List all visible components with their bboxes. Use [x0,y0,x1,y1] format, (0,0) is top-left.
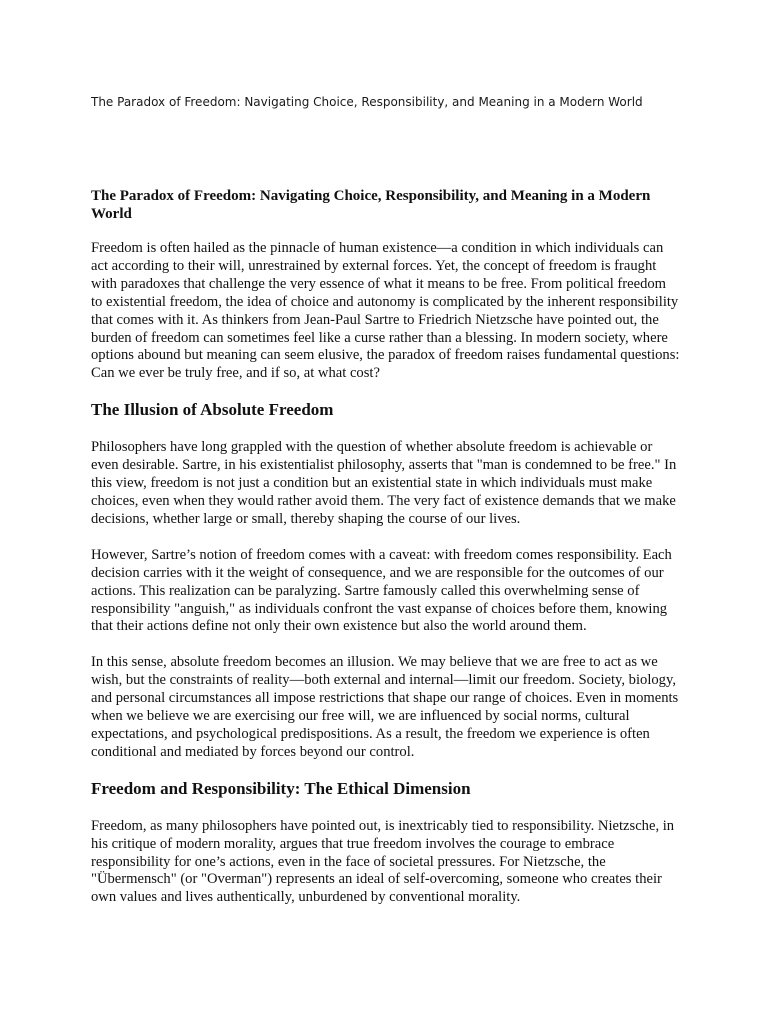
body-paragraph: Freedom, as many philosophers have pointed out, is inextricably tied to responsibility. Nietzsche, in his critique of modern morality, argues that true freedom involves the courage to embrace responsibility for one’s actions, even in the face of societal pressures. For Nietzsche, the "Übermensch" (or "Overman") represents an ideal of self-overcoming, someone who creates their own values and lives authentically, unburdened by conventional morality. [91,817,675,906]
body-paragraph: In this sense, absolute freedom becomes an illusion. We may believe that we are free to act as we wish, but the constraints of reality—both external and internal—limit our freedom. Society, biology, and personal circumstances all impose restrictions that shape our range of choices. Even in moments when we believe we are exercising our free will, we are influenced by social norms, cultural expectations, and psychological predispositions. As a result, the freedom we experience is often conditional and mediated by forces beyond our control. [91,654,679,760]
section-heading-illusion: The Illusion of Absolute Freedom [91,400,334,420]
page-header-title: The Paradox of Freedom: Navigating Choice, Responsibility, and Meaning in a Modern World [91,95,643,109]
section-heading-responsibility: Freedom and Responsibility: The Ethical Dimension [91,778,471,798]
document-title: The Paradox of Freedom: Navigating Choice, Responsibility, and Meaning in a Modern World [91,188,651,222]
intro-paragraph: Freedom is often hailed as the pinnacle of human existence—a condition in which individuals can act according to their will, unrestrained by external forces. Yet, the concept of freedom is fraught with paradoxes that challenge the very essence of what it means to be free. From political freedom to existential freedom, the idea of choice and autonomy is complicated by the inherent responsibility that comes with it. As thinkers from Jean-Paul Sartre to Friedrich Nietzsche have pointed out, the burden of freedom can sometimes feel like a curse rather than a blessing. In modern society, where options abound but meaning can seem elusive, the paradox of freedom raises fundamental questions: Can we ever be truly free, and if so, at what cost? [91,240,680,382]
body-paragraph: However, Sartre’s notion of freedom comes with a caveat: with freedom comes responsibility. Each decision carries with it the weight of consequence, and we are responsible for the outcomes of our actions. This realization can be paralyzing. Sartre famously called this overwhelming sense of responsibility "anguish," as individuals confront the vast expanse of choices before them, knowing that their actions define not only their own existence but also the world around them. [91,546,672,635]
body-paragraph: Philosophers have long grappled with the question of whether absolute freedom is achievable or even desirable. Sartre, in his existentialist philosophy, asserts that "man is condemned to be free." In this view, freedom is not just a condition but an existential state in which individuals must make choices, even when they would rather avoid them. The very fact of existence demands that we make decisions, whether large or small, thereby shaping the course of our lives. [91,439,677,527]
document-body [91,187,681,907]
